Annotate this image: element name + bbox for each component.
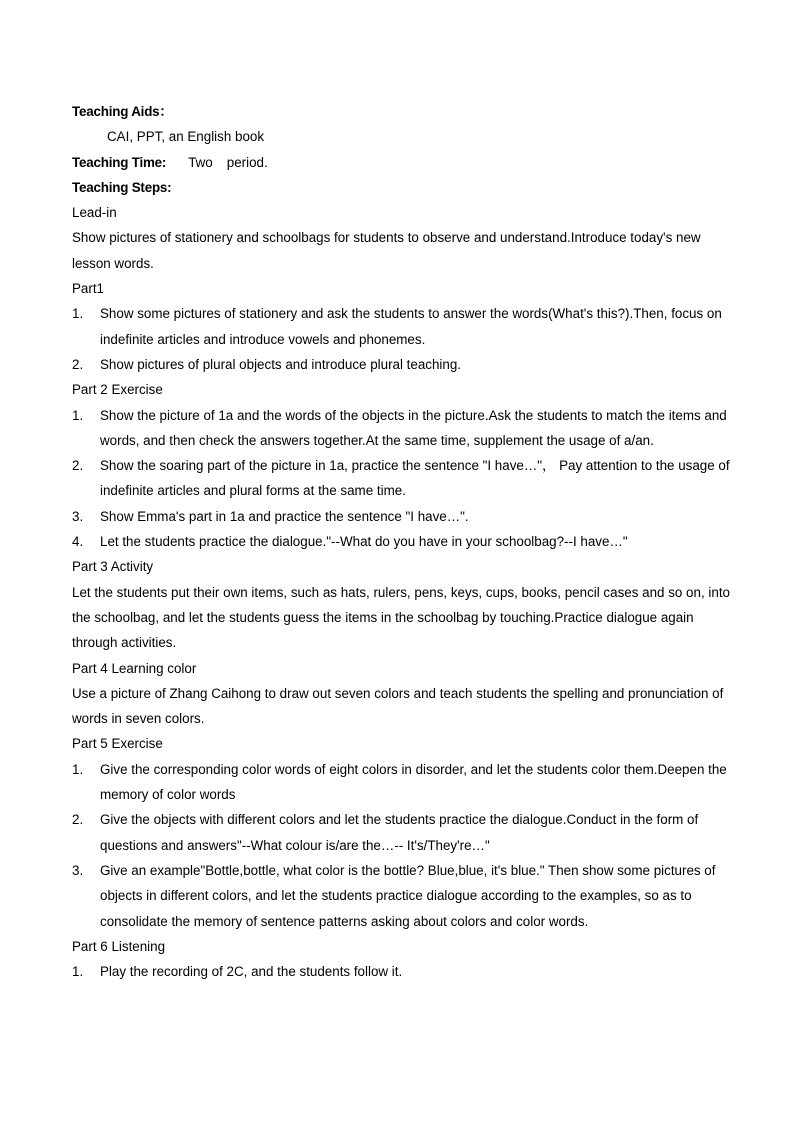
list-item	[72, 858, 732, 934]
list-item	[72, 504, 732, 529]
part5-heading: Part 5 Exercise	[72, 736, 163, 752]
list-item	[72, 757, 732, 808]
part1-heading: Part1	[72, 281, 105, 297]
list-item-text: Give the objects with different colors and let the students practice the dialogue.Conduct in the form of questions and answers"--What colour is/are the…-- It's/They're…"	[100, 812, 699, 853]
part3-text: Let the students put their own items, such as hats, rulers, pens, keys, cups, books, pencil cases and so on, into the schoolbag, and let the students guess the items in the schoolbag by touching.Practice dialogue again through activities.	[72, 584, 730, 651]
list-item-number: 1.	[72, 964, 84, 980]
list-item-text: Show pictures of plural objects and introduce plural teaching.	[100, 356, 462, 372]
list-item-number: 3.	[72, 508, 84, 524]
list-item	[72, 352, 732, 377]
part4-text: Use a picture of Zhang Caihong to draw out seven colors and teach students the spelling and pronunciation of words in seven colors.	[72, 685, 724, 727]
list-item-number: 2.	[72, 458, 84, 474]
list-item	[72, 453, 732, 504]
part6-heading: Part 6 Listening	[72, 938, 166, 954]
list-item-text: Show the picture of 1a and the words of the objects in the picture.Ask the students to match the items and words, and then check the answers together.At the same time, supplement the usage of a/an.	[100, 407, 727, 448]
list-item-text: Show Emma's part in 1a and practice the sentence "I have…".	[100, 508, 469, 524]
part2-heading: Part 2 Exercise	[72, 382, 163, 398]
part3-heading: Part 3 Activity	[72, 559, 154, 575]
list-item-number: 3.	[72, 862, 84, 878]
list-item	[72, 529, 732, 554]
teaching-aids-label: Teaching Aids：	[72, 104, 173, 119]
list-item-text: Give an example"Bottle,bottle, what color is the bottle? Blue,blue, it's blue." Then show some pictures of objects in different colors, and let the students practice dialogue according to the examples, so as to consolidate the memory of sentence patterns asking about colors and color words.	[100, 862, 716, 929]
lesson-plan-page	[72, 99, 732, 984]
teaching-time-label: Teaching Time:	[72, 154, 167, 170]
lead-in-text: Show pictures of stationery and schoolbags for students to observe and understand.Introduce today's new lesson words.	[72, 230, 701, 271]
list-item-number: 2.	[72, 356, 84, 372]
lead-in-heading: Lead-in	[72, 205, 117, 221]
list-item-text: Show the soaring part of the picture in 1a, practice the sentence "I have…"， Pay attention to the usage of indefinite articles and plural forms at the same time.	[100, 458, 730, 499]
teaching-time-unit: period.	[226, 154, 268, 170]
teaching-steps-label: Teaching Steps:	[72, 179, 172, 195]
list-item-number: 1.	[72, 306, 84, 322]
list-item-text: Give the corresponding color words of eight colors in disorder, and let the students color them.Deepen the memory of color words	[100, 761, 727, 803]
list-item-number: 1.	[72, 761, 84, 777]
teaching-aids-value: CAI, PPT, an English book	[107, 129, 265, 145]
list-item-number: 1.	[72, 407, 84, 423]
teaching-time-count: Two	[188, 154, 213, 170]
list-item	[72, 301, 732, 352]
part4-heading: Part 4 Learning color	[72, 660, 197, 676]
list-item	[72, 959, 732, 984]
list-item-text: Show some pictures of stationery and ask the students to answer the words(What's this?).Then, focus on indefinite articles and introduce vowels and phonemes.	[100, 306, 722, 347]
list-item-number: 4.	[72, 534, 84, 550]
list-item	[72, 403, 732, 454]
list-item-text: Let the students practice the dialogue."--What do you have in your schoolbag?--I have…"	[100, 534, 628, 550]
teaching-time-row	[72, 150, 732, 175]
list-item-number: 2.	[72, 812, 84, 828]
list-item	[72, 807, 732, 858]
list-item-text: Play the recording of 2C, and the students follow it.	[100, 964, 403, 980]
